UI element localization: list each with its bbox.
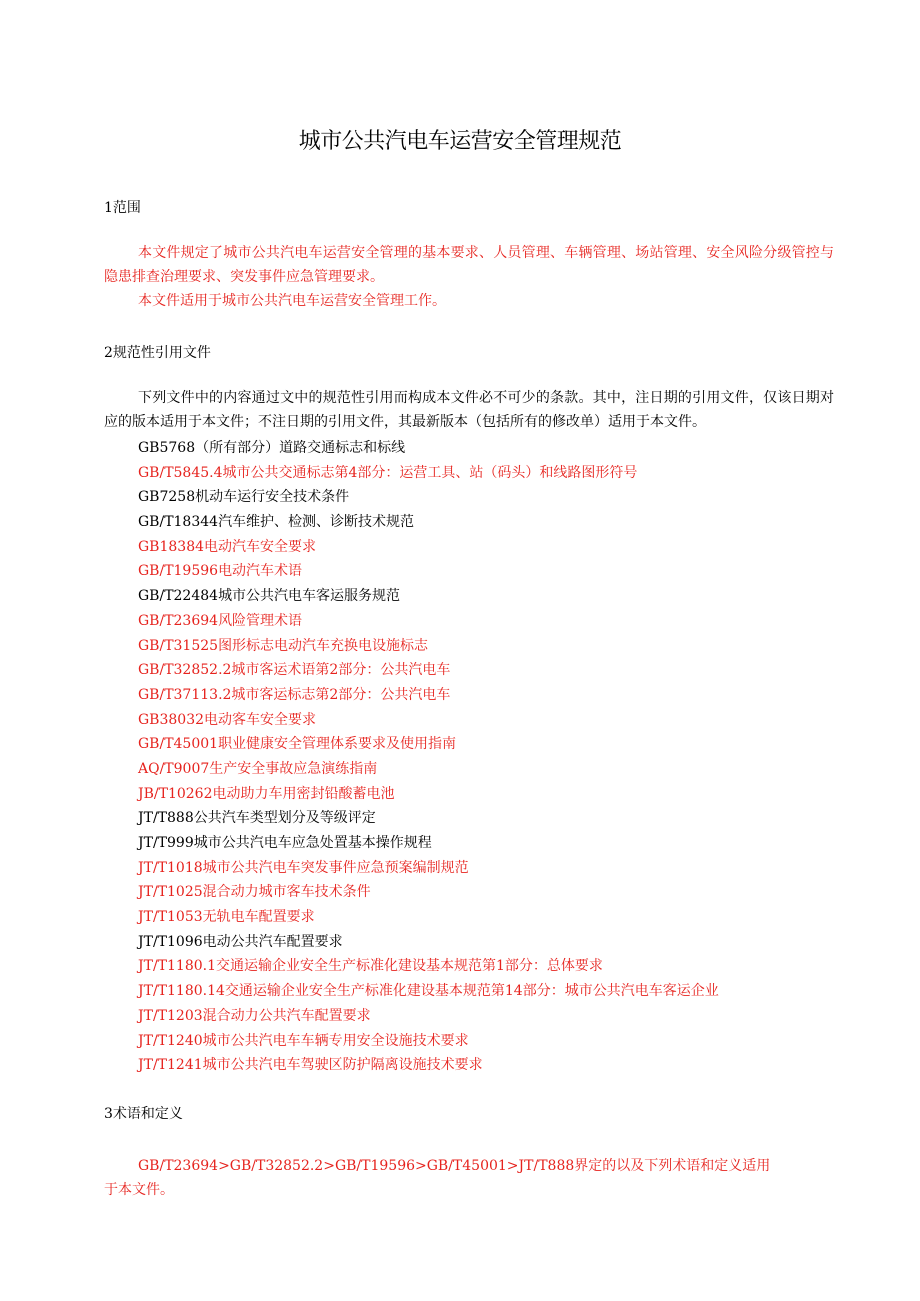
reference-item: GB/T5845.4城市公共交通标志第4部分：运营工具、站（码头）和线路图形符号: [138, 464, 638, 481]
terms-paragraph-line-1: GB/T23694>GB/T32852.2>GB/T19596>GB/T45001>JT/T888界定的以及下列术语和定义适用: [138, 1158, 771, 1174]
reference-item: GB38032电动客车安全要求: [138, 711, 317, 728]
section-heading-terms-definitions: 3术语和定义: [104, 1106, 183, 1122]
reference-item: GB7258机动车运行安全技术条件: [138, 489, 350, 506]
references-intro-paragraph: 下列文件中的内容通过文中的规范性引用而构成本文件必不可少的条款。其中，注日期的引用文件，仅该日期对应的版本适用于本文件；不注日期的引用文件，其最新版本（包括所有的修改单）适用于本文件。: [104, 390, 834, 430]
reference-item: JT/T888公共汽车类型划分及等级评定: [138, 810, 376, 827]
reference-item: JT/T1025混合动力城市客车技术条件: [138, 884, 371, 901]
reference-item: GB/T37113.2城市客运标志第2部分：公共汽电车: [138, 686, 451, 703]
reference-item: GB/T31525图形标志电动汽车充换电设施标志: [138, 637, 429, 654]
reference-item: JT/T1180.1交通运输企业安全生产标准化建设基本规范第1部分：总体要求: [138, 958, 603, 975]
reference-item: GB/T19596电动汽车术语: [138, 563, 303, 580]
reference-item: GB/T23694风险管理术语: [138, 612, 303, 629]
reference-item: JT/T999城市公共汽电车应急处置基本操作规程: [138, 835, 432, 851]
reference-item: JB/T10262电动助力车用密封铅酸蓄电池: [138, 785, 395, 802]
reference-item: JT/T1096电动公共汽车配置要求: [138, 933, 343, 950]
reference-item: JT/T1180.14交通运输企业安全生产标准化建设基本规范第14部分：城市公共汽电车客运企业: [138, 983, 719, 1000]
reference-item: GB5768（所有部分）道路交通标志和标线: [138, 440, 406, 456]
reference-item: JT/T1018城市公共汽电车突发事件应急预案编制规范: [138, 859, 469, 876]
reference-item: JT/T1240城市公共汽电车车辆专用安全设施技术要求: [138, 1032, 469, 1049]
section-heading-scope: 1范围: [104, 200, 141, 216]
reference-item: GB/T22484城市公共汽电车客运服务规范: [138, 588, 401, 605]
section-heading-normative-references: 2规范性引用文件: [104, 345, 211, 361]
terms-paragraph: [104, 1154, 804, 1202]
reference-item: GB/T45001职业健康安全管理体系要求及使用指南: [138, 736, 457, 753]
reference-item: JT/T1203混合动力公共汽车配置要求: [138, 1007, 371, 1024]
reference-item: GB/T18344汽车维护、检测、诊断技术规范: [138, 514, 415, 531]
reference-list: [138, 436, 719, 1078]
reference-item: JT/T1241城市公共汽电车驾驶区防护隔离设施技术要求: [138, 1057, 483, 1074]
reference-item: JT/T1053无轨电车配置要求: [138, 909, 315, 926]
reference-item: GB/T32852.2城市客运术语第2部分：公共汽电车: [138, 662, 451, 679]
scope-paragraph-1: 本文件规定了城市公共汽电车运营安全管理的基本要求、人员管理、车辆管理、场站管理、安全风险分级管控与隐患排查治理要求、突发事件应急管理要求。: [104, 245, 834, 285]
reference-item: GB18384电动汽车安全要求: [138, 538, 317, 555]
terms-paragraph-line-2: 于本文件。: [104, 1182, 174, 1198]
reference-item: AQ/T9007生产安全事故应急演练指南: [138, 760, 378, 777]
scope-paragraph-2: 本文件适用于城市公共汽电车运营安全管理工作。: [138, 293, 446, 309]
document-title: 城市公共汽电车运营安全管理规范: [298, 129, 622, 154]
